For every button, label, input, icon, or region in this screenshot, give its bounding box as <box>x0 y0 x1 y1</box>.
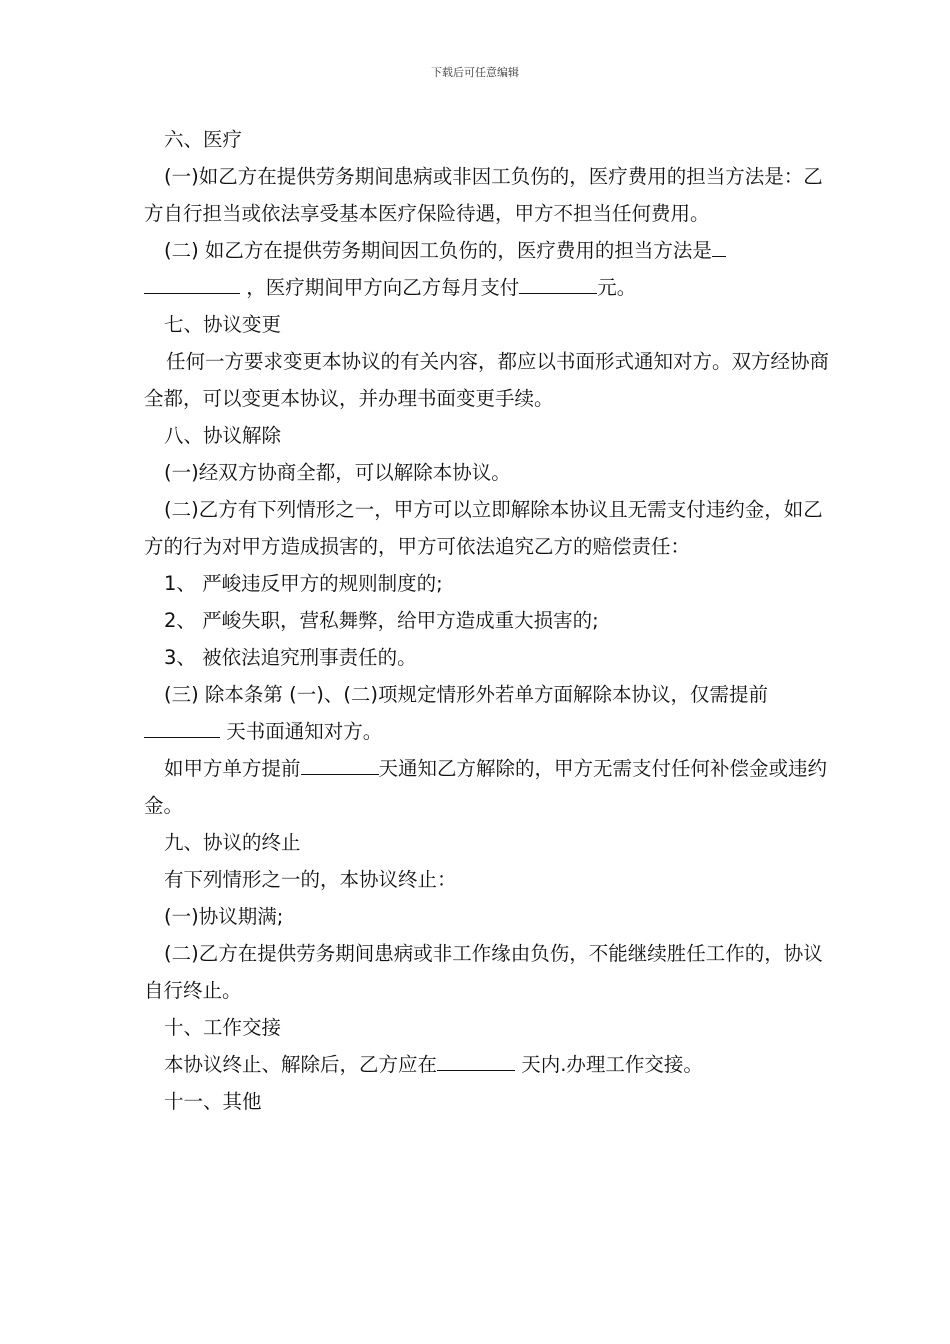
section-title-change: 七、协议变更 <box>164 313 282 336</box>
list-item: 2、 严峻失职，营私舞弊，给甲方造成重大损害的; <box>164 609 599 632</box>
paragraph: (二)乙方在提供劳务期间患病或非工作缘由负伤，不能继续胜任工作的，协议自行终止。 <box>144 942 823 1002</box>
section-title-termination: 八、协议解除 <box>164 424 282 447</box>
paragraph: 有下列情形之一的，本协议终止： <box>164 868 457 891</box>
paragraph: (一)如乙方在提供劳务期间患病或非因工负伤的，医疗费用的担当方法是：乙方自行担当或依法享受基本医疗保险待遇，甲方不担当任何费用。 <box>144 165 823 225</box>
blank-line <box>144 271 240 294</box>
paragraph: (一)经双方协商全都，可以解除本协议。 <box>164 461 511 484</box>
paragraph: (二) 如乙方在提供劳务期间因工负伤的，医疗费用的担当方法是 ，医疗期间甲方向乙方每月支付 元。 <box>144 232 834 306</box>
blank-line <box>712 234 726 257</box>
section-title-expiry: 九、协议的终止 <box>164 831 301 854</box>
list-item: (一)协议期满; <box>164 905 284 928</box>
paragraph: 如甲方单方提前 天通知乙方解除的，甲方无需支付任何补偿金或违约金。 <box>144 750 834 824</box>
section-title-medical: 六、医疗 <box>164 128 243 151</box>
blank-line <box>301 752 379 775</box>
blank-line <box>144 715 220 738</box>
section-title-other: 十一、其他 <box>164 1090 262 1113</box>
blank-line <box>437 1048 515 1071</box>
paragraph: 本协议终止、解除后，乙方应在 天内.办理工作交接。 <box>144 1046 834 1083</box>
paragraph: 任何一方要求变更本协议的有关内容，都应以书面形式通知对方。双方经协商全都，可以变更本协议，并办理书面变更手续。 <box>144 350 830 410</box>
document-body <box>144 121 834 1120</box>
paragraph: (二)乙方有下列情形之一，甲方可以立即解除本协议且无需支付违约金，如乙方的行为对甲方造成损害的，甲方可依法追究乙方的赔偿责任： <box>144 498 823 558</box>
section-title-handover: 十、工作交接 <box>164 1016 282 1039</box>
list-item: 1、 严峻违反甲方的规则制度的; <box>164 572 443 595</box>
list-item: 3、 被依法追究刑事责任的。 <box>164 646 417 669</box>
blank-line <box>519 271 597 294</box>
page-header: 下载后可任意编辑 <box>431 66 519 79</box>
paragraph: (三) 除本条第 (一)、(二)项规定情形外若单方面解除本协议，仅需提前 天书面通知对方。 <box>144 676 834 750</box>
